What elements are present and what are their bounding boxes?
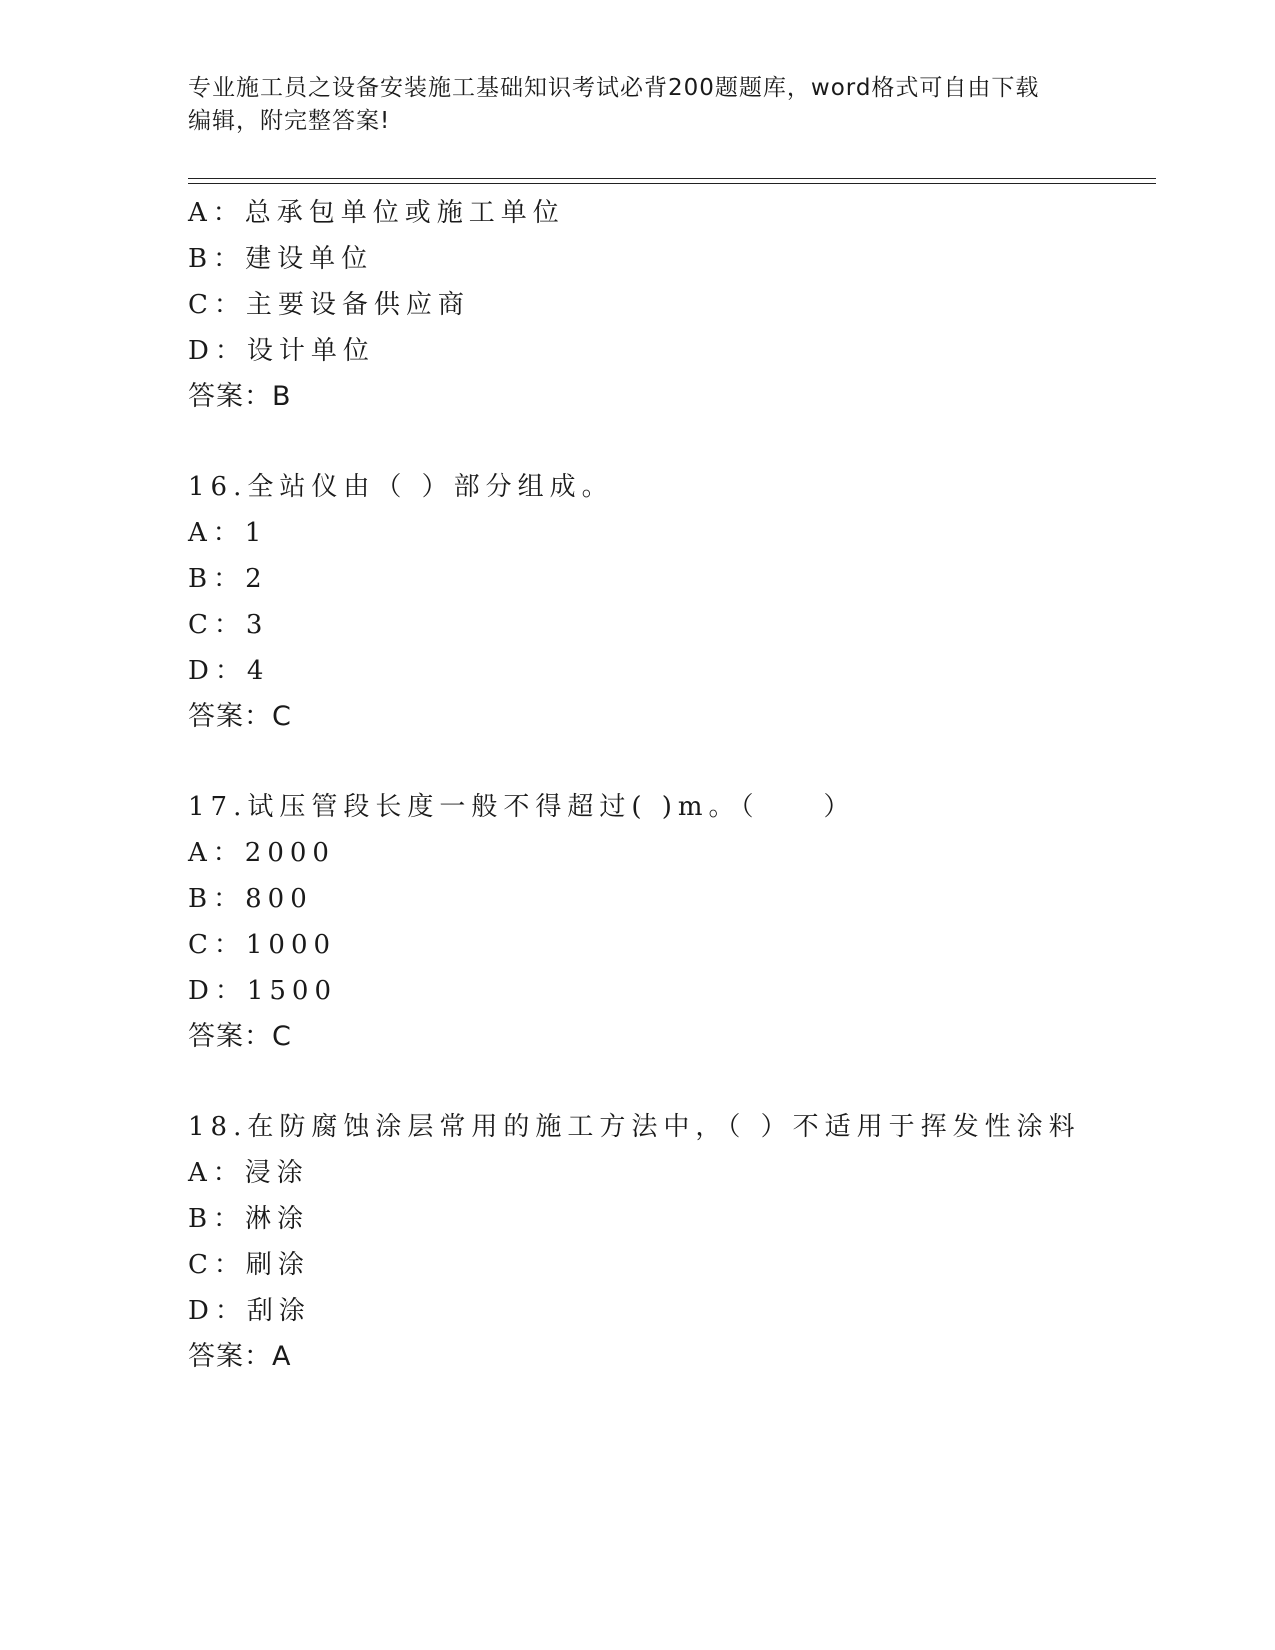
answer-line: 答案：C xyxy=(188,701,292,732)
question-stem: 16.全站仪由（ ）部分组成。 xyxy=(188,472,614,502)
question-stem: 17.试压管段长度一般不得超过( )m。（ ） xyxy=(188,792,856,822)
option-b: B：800 xyxy=(188,884,313,914)
option-a: A：浸涂 xyxy=(188,1158,309,1188)
option-c: C：3 xyxy=(188,610,269,640)
header-divider-top xyxy=(188,178,1156,179)
option-d: D：4 xyxy=(188,656,270,686)
question-list xyxy=(188,190,1156,1380)
question-block xyxy=(188,464,1156,740)
question-stem: 18.在防腐蚀涂层常用的施工方法中，（ ）不适用于挥发性涂料 xyxy=(188,1112,1081,1142)
option-c: C：1000 xyxy=(188,930,337,960)
option-b: B：2 xyxy=(188,564,268,594)
option-d: D：刮涂 xyxy=(188,1296,311,1326)
option-d: D：设计单位 xyxy=(188,336,375,366)
answer-line: 答案：C xyxy=(188,1021,292,1052)
answer-line: 答案：A xyxy=(188,1341,292,1372)
header-title-line-2: 编辑，附完整答案! xyxy=(188,108,391,134)
option-d: D：1500 xyxy=(188,976,338,1006)
question-block xyxy=(188,1104,1156,1380)
question-block xyxy=(188,784,1156,1060)
option-c: C：主要设备供应商 xyxy=(188,290,470,320)
option-a: A：1 xyxy=(188,518,268,548)
header-title-line-1: 专业施工员之设备安装施工基础知识考试必背200题题库，word格式可自由下载 xyxy=(188,75,1040,101)
option-c: C：刷涂 xyxy=(188,1250,310,1280)
option-a: A：2000 xyxy=(188,838,335,868)
document-header xyxy=(188,72,1088,138)
option-b: B：淋涂 xyxy=(188,1204,310,1234)
answer-line: 答案：B xyxy=(188,381,292,412)
question-block xyxy=(188,190,1156,420)
option-b: B：建设单位 xyxy=(188,244,374,274)
header-divider-bottom xyxy=(188,183,1156,184)
option-a: A：总承包单位或施工单位 xyxy=(188,198,565,228)
